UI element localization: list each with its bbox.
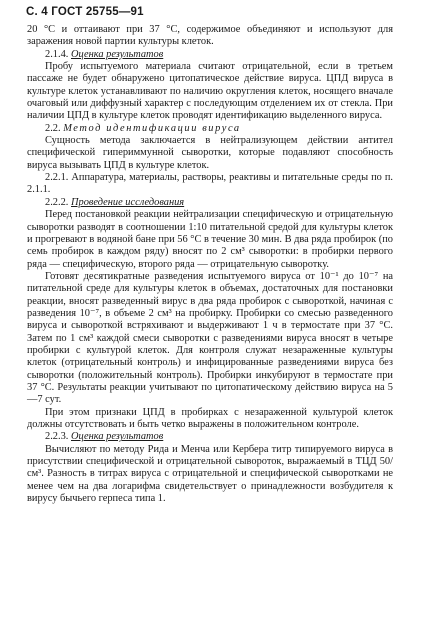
section-title: Оценка результатов bbox=[71, 431, 164, 443]
paragraph-p6: Готовят десятикратные разведения испытуемого вируса от 10⁻¹ до 10⁻⁷ на питательной среде для культуры клеток в объемах, достаточных для постановки реакции, вносят разведенный вирус в два ряда пробирок с сывороткой, начиная с разведения 10⁻⁷, в объеме 2 см³ на пробирку. Пробирки со смесью разведенного вируса и сывороткой встряхивают и выдерживают 1 ч в термостате при 37 °C. Затем по 1 см³ каждой смеси сыворотки с разведениями вируса вносят в четыре пробирки с культурой клеток. Для контроля служат незараженные культуры клеток (отрицательный контроль) и инфицированные разведениями вируса без сыворотки (положительный контроль). Пробирки инкубируют в термостате при 37 °C. Результаты реакции учитывают по цитопатическому действию вируса на 5—7 сут. bbox=[27, 270, 393, 406]
paragraph-p4: 2.2.1. Аппаратура, материалы, растворы, реактивы и питательные среды по п. 2.1.1. bbox=[27, 172, 393, 196]
paragraph-p5: Перед постановкой реакции нейтрализации специфическую и отрицательную сыворотки разводят в соотношении 1:10 питательной средой для культуры клеток и прогревают в водяной бане при 56 °C в течение 30 мин. В два ряда пробирок (по семь пробирок в каждом ряду) вносят по 2 см³ сыворотки: в пробирки первого ряда — специфическую, второго ряда — отрицательную сыворотку. bbox=[27, 209, 393, 270]
section-heading-h2 bbox=[27, 123, 393, 135]
page-header: С. 4 ГОСТ 25755—91 bbox=[26, 6, 144, 18]
section-number: 2.2.3. bbox=[45, 431, 69, 443]
paragraph-p7: При этом признаки ЦПД в пробирках с незараженной культурой клеток должны отсутствовать и быть четко выражены в положительном контроле. bbox=[27, 406, 393, 430]
section-title: Метод идентификации вируса bbox=[63, 122, 241, 134]
paragraph-p3: Сущность метода заключается в нейтрализующем действии антител специфической гипериммунной сыворотки, которые подавляют способность вируса вызывать ЦПД в культуре клеток. bbox=[27, 135, 393, 171]
section-title: Проведение исследования bbox=[71, 196, 185, 208]
section-title: Оценка результатов bbox=[71, 48, 164, 60]
section-heading-h1 bbox=[27, 49, 393, 61]
section-heading-h4 bbox=[27, 431, 393, 443]
section-number: 2.1.4. bbox=[45, 48, 69, 60]
section-number: 2.2.2. bbox=[45, 196, 69, 208]
section-heading-h3 bbox=[27, 197, 393, 209]
paragraph-p2: Пробу испытуемого материала считают отрицательной, если в третьем пассаже не будет обнаружено цитопатическое действие вируса. ЦПД вируса в культуре клеток устанавливают по наличию округления клеток, носящего вначале очаговый или диффузный характер с последующим отделением их от стекла. При наличии ЦПД в культуре клеток проводят идентификацию выделенного вируса. bbox=[27, 61, 393, 122]
paragraph-p1: 20 °C и оттаивают при 37 °C, содержимое объединяют и используют для заражения новой партии культуры клеток. bbox=[27, 24, 393, 48]
section-number: 2.2. bbox=[45, 122, 61, 134]
document-body bbox=[27, 24, 393, 505]
paragraph-p8: Вычисляют по методу Рида и Менча или Кербера титр типируемого вируса в присутствии специфической и отрицательной сывороток, выражаемый в ТЦД 50/см³. Разность в титрах вируса с отрицательной и специфической сыворотками не менее чем на два логарифма свидетельствует о принадлежности возбудителя к вирусу бычьего герпеса типа 1. bbox=[27, 443, 393, 505]
